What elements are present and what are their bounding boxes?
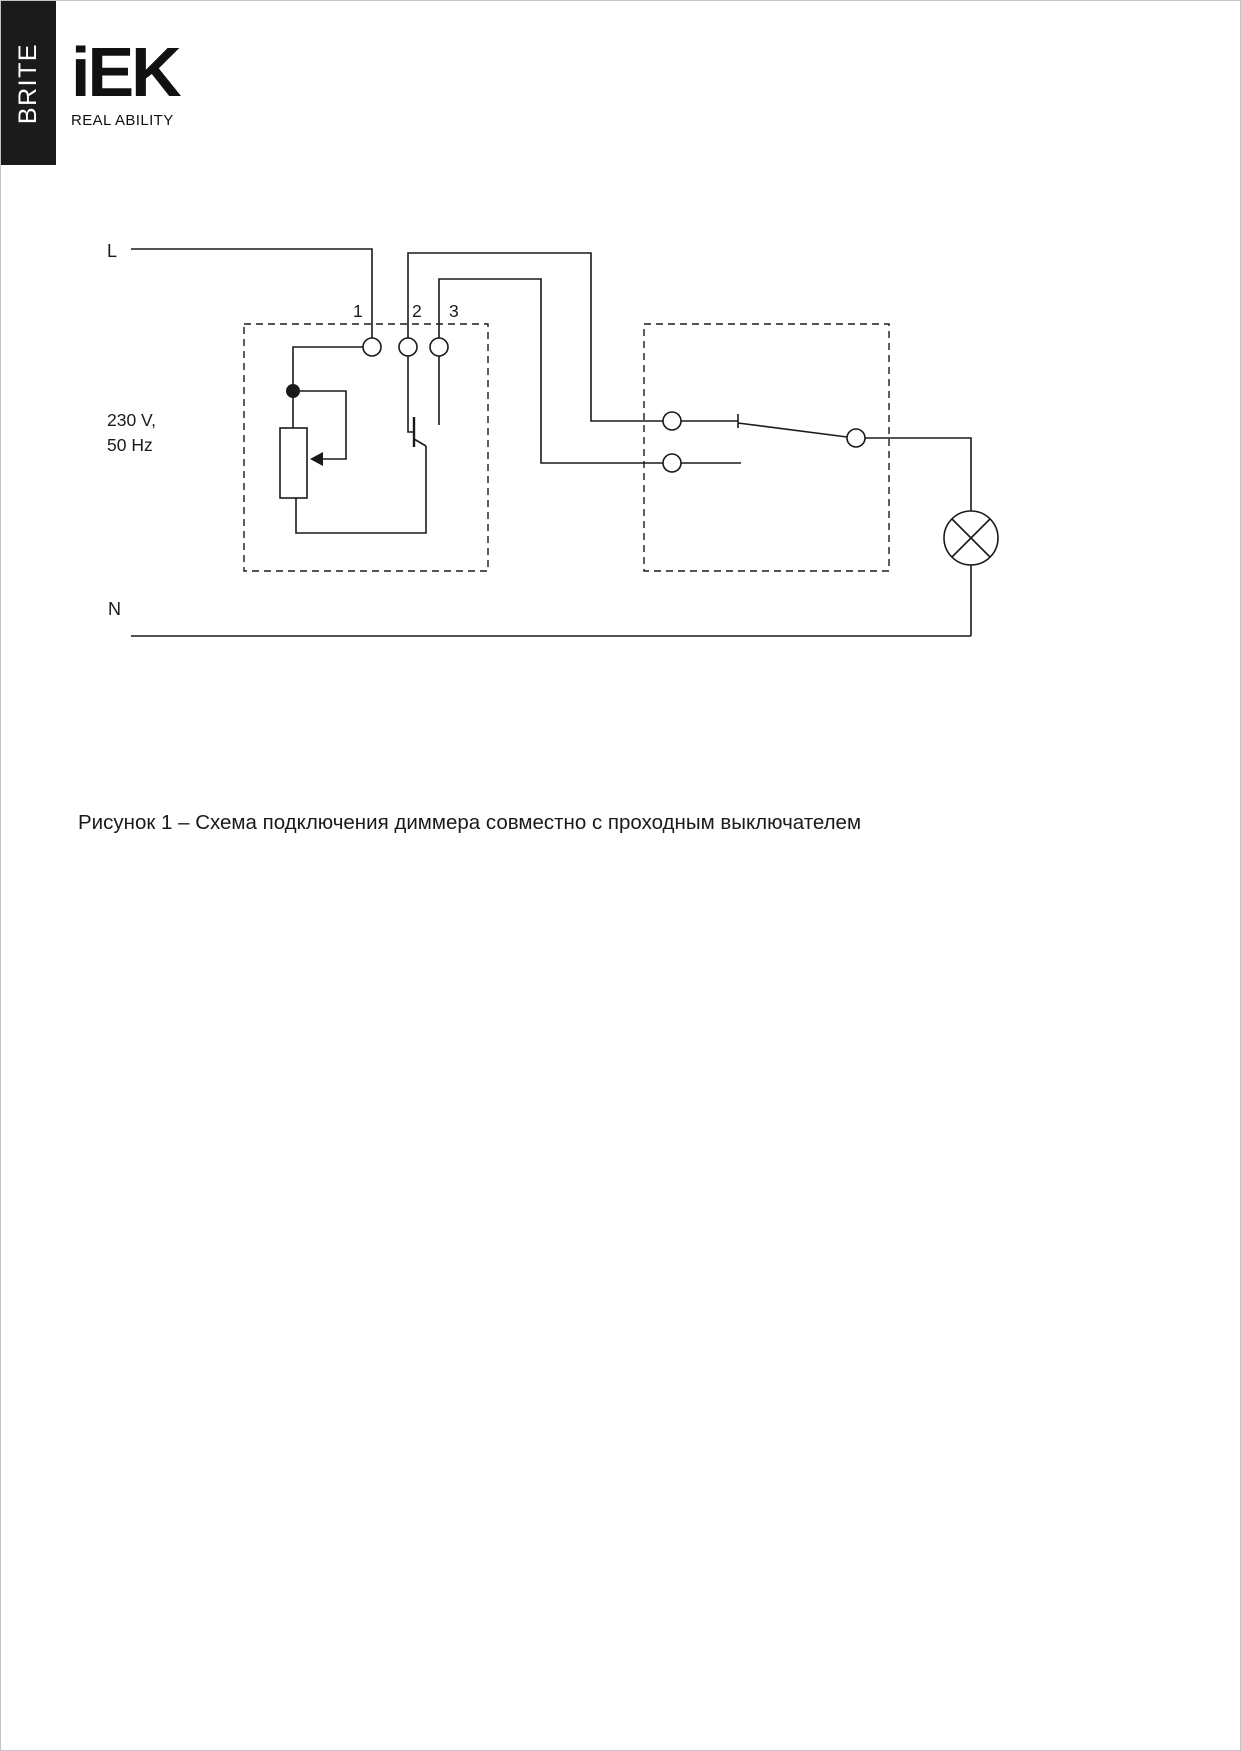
switch-to-lamp-wire — [865, 438, 971, 511]
terminal3-to-switch-wire — [439, 279, 663, 463]
wiper-arrow-icon — [310, 452, 323, 466]
lamp-icon — [944, 511, 998, 565]
switch-outline — [644, 324, 889, 571]
wiring-diagram — [1, 1, 1241, 721]
brand-tagline: REAL ABILITY — [71, 112, 174, 129]
dimmer-box — [244, 324, 488, 571]
semiconductor-output-lead — [414, 439, 426, 446]
switch-blade — [738, 423, 847, 437]
terminal-1-label: 1 — [353, 301, 363, 321]
figure-caption: Рисунок 1 – Схема подключения диммера совместно с проходным выключателем — [78, 811, 862, 834]
series-label: BRITE — [14, 42, 42, 124]
terminal-3-label: 3 — [449, 301, 459, 321]
junction-dot — [286, 384, 300, 398]
dimmer-internal-wire-left — [293, 347, 363, 384]
neutral-label: N — [108, 599, 121, 619]
phase-wire — [131, 249, 372, 338]
voltage-label: 230 V, — [107, 410, 156, 430]
dimmer-terminal-3 — [430, 338, 448, 356]
potentiometer-icon — [280, 428, 307, 498]
phase-conductor — [131, 249, 372, 338]
switch-upper-terminal — [663, 412, 681, 430]
two-way-switch-box — [644, 324, 889, 571]
brand-logo-text: iEK — [71, 33, 179, 111]
phase-label: L — [107, 241, 118, 261]
dimmer-terminal-1 — [363, 338, 381, 356]
semiconductor-icon — [408, 356, 426, 447]
terminal-2-label: 2 — [412, 301, 422, 321]
interconnect-wires — [408, 253, 663, 463]
switch-common-terminal — [847, 429, 865, 447]
dimmer-terminal-2 — [399, 338, 417, 356]
switch-lower-terminal — [663, 454, 681, 472]
frequency-label: 50 Hz — [107, 435, 153, 455]
